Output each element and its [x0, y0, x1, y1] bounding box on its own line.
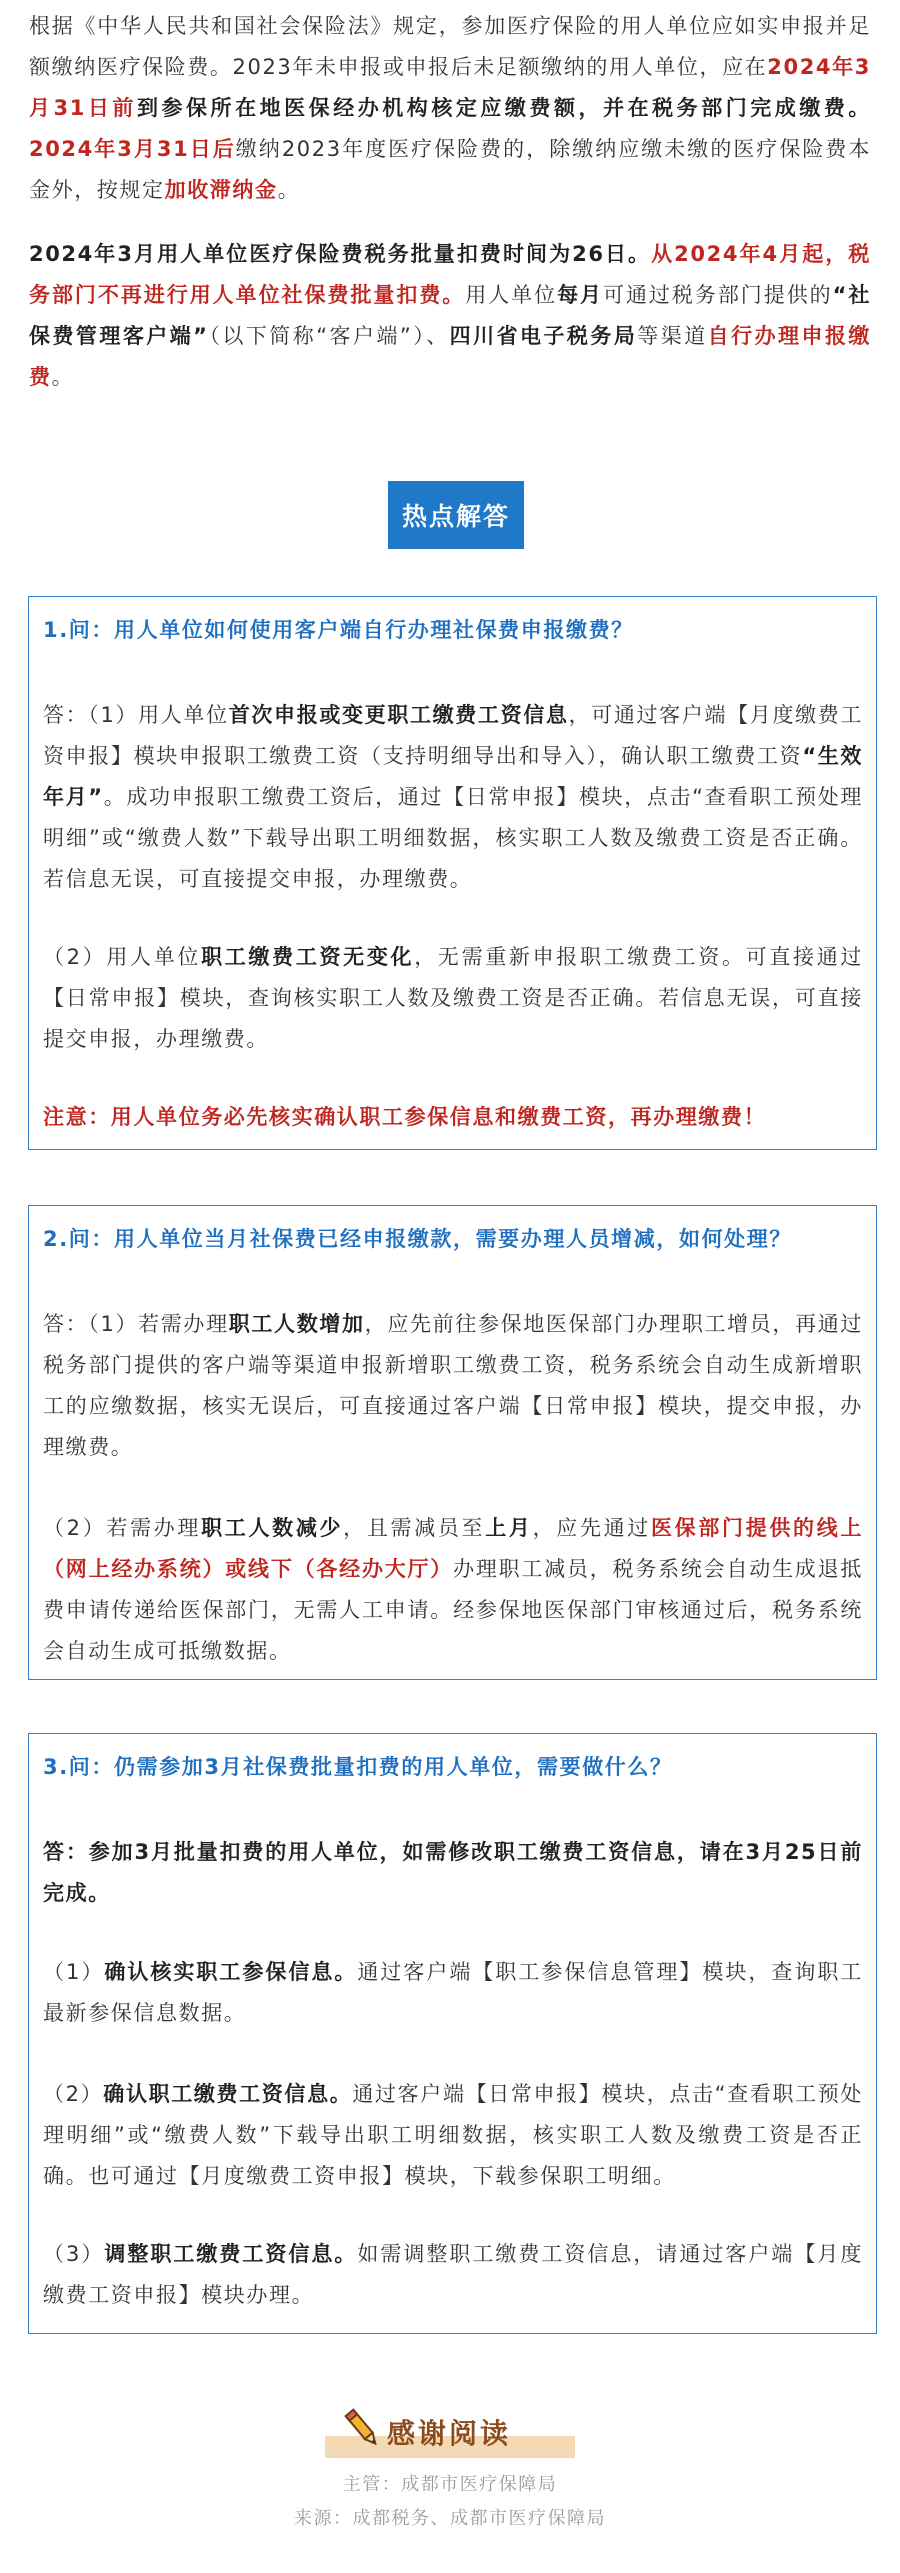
bold-text: 职工人数增加 [228, 1312, 365, 1336]
question-2-title: 2.问：用人单位当月社保费已经申报缴款，需要办理人员增减，如何处理？ [43, 1227, 792, 1251]
bold-text: “生效年月” [43, 744, 863, 809]
answer-1-part-2 [43, 937, 863, 1060]
bold-text: 首次申报或变更职工缴费工资信息 [228, 703, 569, 727]
text: 缴纳2023年度医疗保险费的，除缴纳应缴未缴的医疗保险费本金外，按规定 [29, 137, 872, 202]
intro-paragraph-1 [29, 6, 871, 211]
answer-3-part-1 [43, 1952, 863, 2034]
text: （2） [43, 2082, 104, 2106]
text: 可通过税务部门提供的 [603, 283, 833, 307]
warning-note: 注意：用人单位务必先核实确认职工参保信息和缴费工资，再办理缴费！ [43, 1105, 767, 1129]
text: （2）用人单位 [43, 945, 202, 969]
deadline-highlight: 2024年3月31日前 [29, 55, 871, 120]
red-highlight: 自行办理申报缴费 [29, 324, 871, 389]
text: ，应先前往参保地医保部门办理职工增员，再通过税务部门提供的客户端等渠道申报新增职工缴费工资，税务系统会自动生成新增职工的应缴数据，核实无误后，可直接通过客户端【日常申报】模块，提交申报，办理缴费。 [43, 1312, 863, 1459]
bold-text: 上月 [485, 1516, 533, 1540]
text: 答：（1）用人单位 [43, 703, 229, 727]
answer-2-part-1 [43, 1304, 863, 1468]
text: 。成功申报职工缴费工资后，通过【日常申报】模块，点击“查看职工预处理明细”或“缴费人数”下载导出职工明细数据，核实职工人数及缴费工资是否正确。若信息无误，可直接提交申报，办理缴费。 [43, 785, 863, 891]
answer-3-intro [43, 1832, 863, 1914]
text: 通过客户端【日常申报】模块，点击“查看职工预处理明细”或“缴费人数”下载导出职工明细数据，核实职工人数及缴费工资是否正确。也可通过【月度缴费工资申报】模块，下载参保职工明细。 [43, 2082, 863, 2188]
thanks-for-reading [325, 2406, 575, 2458]
text: 。 [277, 178, 301, 202]
bold-text: 2024年3月用人单位医疗保险费税务批量扣费时间为26日。 [29, 242, 652, 266]
text: 如需调整职工缴费工资信息，请通过客户端【月度缴费工资申报】模块办理。 [43, 2242, 863, 2307]
deadline-highlight: 2024年3月31日后 [29, 137, 236, 161]
bold-text: “社保费管理客户端” [29, 283, 871, 348]
text: 通过客户端【职工参保信息管理】模块，查询职工最新参保信息数据。 [43, 1960, 863, 2025]
text: 办理职工减员，税务系统会自动生成退抵费申请传递给医保部门，无需人工申请。经参保地医保部门审核通过后，税务系统会自动生成可抵缴数据。 [43, 1557, 863, 1663]
bold-text: 确认核实职工参保信息。 [104, 1960, 358, 1984]
text: （3） [43, 2242, 105, 2266]
bold-text: 参加3月批量扣费的用人单位，如需修改职工缴费工资信息，请在3月25日前完成。 [43, 1840, 863, 1905]
text: ，可通过客户端【月度缴费工资申报】模块申报职工缴费工资（支持明细导出和导入），确认职工缴费工资 [43, 703, 864, 768]
red-highlight: 从2024年4月起，税务部门不再进行用人单位社保费批量扣费。 [29, 242, 871, 307]
bold-text: 每月 [557, 283, 604, 307]
text: ，应先通过 [532, 1516, 651, 1540]
answer-3-part-2 [43, 2074, 863, 2197]
text: 。 [51, 365, 75, 389]
text: （2）若需办理 [43, 1516, 202, 1540]
text: ，且需减员至 [343, 1516, 486, 1540]
qa-box-3 [28, 1733, 877, 2334]
text: 等渠道 [637, 324, 708, 348]
answer-1-note [43, 1097, 863, 1138]
bold-text: 职工缴费工资无变化 [201, 945, 415, 969]
text: （1） [43, 1960, 105, 1984]
thanks-text: 感谢阅读 [387, 2417, 512, 2450]
late-fee-highlight: 加收滞纳金 [164, 178, 278, 202]
hot-answers-badge: 热点解答 [388, 481, 524, 549]
answer-2-part-2 [43, 1508, 863, 1672]
text: 答：（1）若需办理 [43, 1312, 229, 1336]
qa-box-2 [28, 1205, 877, 1680]
text: ，无需重新申报职工缴费工资。可直接通过【日常申报】模块，查询核实职工人数及缴费工资是否正确。若信息无误，可直接提交申报，办理缴费。 [43, 945, 864, 1051]
bold-text: 调整职工缴费工资信息。 [104, 2242, 358, 2266]
sponsor-credit: 主管：成都市医疗保障局 [342, 2474, 558, 2495]
bold-text: 到参保所在地医保经办机构核定应缴费额，并在税务部门完成缴费。 [136, 96, 871, 120]
bold-text: 职工人数减少 [201, 1516, 344, 1540]
pencil-icon [343, 2406, 383, 2452]
qa-box-1 [28, 596, 877, 1150]
red-highlight: 医保部门提供的线上（网上经办系统）或线下（各经办大厅） [43, 1516, 863, 1581]
text: （以下简称“客户端”）、 [208, 324, 450, 348]
text: 根据《中华人民共和国社会保险法》规定，参加医疗保险的用人单位应如实申报并足额缴纳医疗保险费。2023年未申报或申报后未足额缴纳的用人单位，应在 [29, 14, 871, 79]
answer-1-part-1 [43, 695, 863, 900]
answer-3-part-3 [43, 2234, 863, 2316]
bold-text: 答： [43, 1840, 89, 1864]
question-3-title: 3.问：仍需参加3月社保费批量扣费的用人单位，需要做什么？ [43, 1755, 673, 1779]
source-credit: 来源：成都税务、成都市医疗保障局 [294, 2508, 606, 2529]
bold-text: 确认职工缴费工资信息。 [103, 2082, 353, 2106]
text: 用人单位 [465, 283, 558, 307]
bold-text: 四川省电子税务局 [449, 324, 638, 348]
intro-paragraph-2 [29, 234, 871, 398]
question-1-title: 1.问：用人单位如何使用客户端自行办理社保费申报缴费？ [43, 618, 634, 642]
